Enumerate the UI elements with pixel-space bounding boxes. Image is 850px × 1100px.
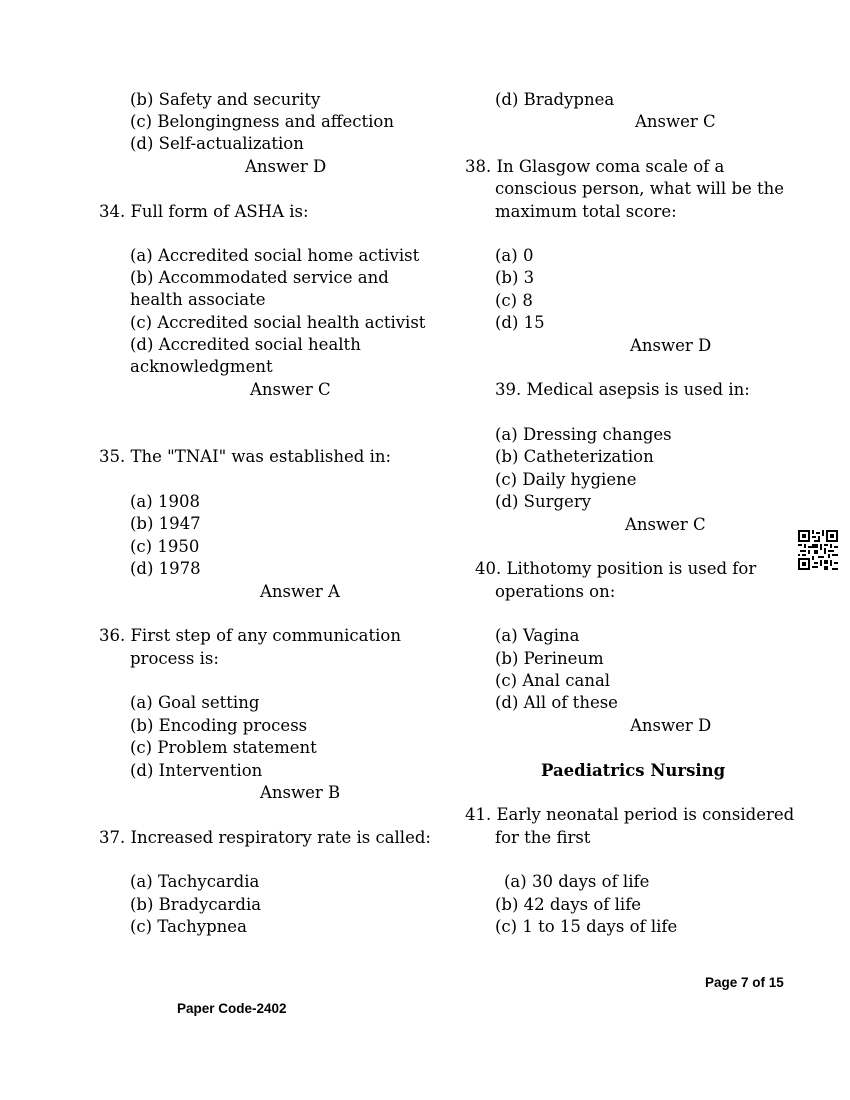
option-b: (b) Encoding process bbox=[130, 716, 308, 735]
option-b: (b) 42 days of life bbox=[495, 895, 642, 914]
question-text: 40. Lithotomy position is used for bbox=[475, 559, 757, 578]
answer: Answer C bbox=[635, 112, 716, 131]
option-a: (a) 1908 bbox=[130, 492, 200, 511]
option-d: (d) Self-actualization bbox=[130, 134, 304, 153]
question-text: 37. Increased respiratory rate is called: bbox=[99, 828, 431, 847]
question-text: 39. Medical asepsis is used in: bbox=[495, 380, 750, 399]
option-c: (c) Belongingness and affection bbox=[130, 112, 394, 131]
option-d: (d) 1978 bbox=[130, 559, 201, 578]
option-c: (c) Anal canal bbox=[495, 671, 611, 690]
answer: Answer B bbox=[260, 783, 341, 802]
option-c: (c) Daily hygiene bbox=[495, 470, 637, 489]
answer: Answer C bbox=[250, 380, 331, 399]
question-text-continued: operations on: bbox=[495, 582, 616, 601]
option-d-continued: acknowledgment bbox=[130, 357, 273, 376]
option-a: (a) Accredited social home activist bbox=[130, 246, 420, 265]
option-d: (d) 15 bbox=[495, 313, 545, 332]
question-text: 35. The "TNAI" was established in: bbox=[99, 447, 392, 466]
question-text-continued: process is: bbox=[130, 649, 219, 668]
answer: Answer C bbox=[625, 515, 706, 534]
option-b: (b) Safety and security bbox=[130, 90, 321, 109]
qr-code-image bbox=[798, 530, 838, 570]
question-text-continued: for the first bbox=[495, 828, 591, 847]
option-b-continued: health associate bbox=[130, 290, 266, 309]
option-a: (a) Tachycardia bbox=[130, 872, 260, 891]
option-b: (b) Bradycardia bbox=[130, 895, 262, 914]
option-c: (c) Problem statement bbox=[130, 738, 317, 757]
option-a: (a) Goal setting bbox=[130, 693, 260, 712]
page-number: Page 7 of 15 bbox=[705, 975, 784, 990]
option-b: (b) Catheterization bbox=[495, 447, 654, 466]
question-text-continued: conscious person, what will be the bbox=[495, 179, 785, 198]
answer: Answer A bbox=[260, 582, 340, 601]
option-a: (a) 30 days of life bbox=[504, 872, 650, 891]
question-text-continued: maximum total score: bbox=[495, 202, 677, 221]
answer: Answer D bbox=[245, 157, 327, 176]
option-c: (c) Tachypnea bbox=[130, 917, 247, 936]
answer: Answer D bbox=[630, 716, 712, 735]
option-d: (d) Bradypnea bbox=[495, 90, 615, 109]
question-text: 41. Early neonatal period is considered bbox=[465, 805, 795, 824]
option-c: (c) 1 to 15 days of life bbox=[495, 917, 678, 936]
question-text: 34. Full form of ASHA is: bbox=[99, 202, 309, 221]
option-c: (c) 8 bbox=[495, 291, 533, 310]
option-a: (a) Vagina bbox=[495, 626, 580, 645]
option-d: (d) Intervention bbox=[130, 761, 263, 780]
option-c: (c) 1950 bbox=[130, 537, 200, 556]
option-d: (d) All of these bbox=[495, 693, 618, 712]
paper-code: Paper Code-2402 bbox=[177, 1001, 287, 1016]
option-b: (b) 3 bbox=[495, 268, 535, 287]
option-a: (a) Dressing changes bbox=[495, 425, 672, 444]
question-text: 38. In Glasgow coma scale of a bbox=[465, 157, 725, 176]
question-text: 36. First step of any communication bbox=[99, 626, 401, 645]
option-d: (d) Accredited social health bbox=[130, 335, 361, 354]
option-a: (a) 0 bbox=[495, 246, 534, 265]
section-heading: Paediatrics Nursing bbox=[541, 761, 726, 780]
option-d: (d) Surgery bbox=[495, 492, 592, 511]
option-b: (b) 1947 bbox=[130, 514, 201, 533]
option-c: (c) Accredited social health activist bbox=[130, 313, 426, 332]
answer: Answer D bbox=[630, 336, 712, 355]
option-b: (b) Perineum bbox=[495, 649, 604, 668]
option-b: (b) Accommodated service and bbox=[130, 268, 389, 287]
